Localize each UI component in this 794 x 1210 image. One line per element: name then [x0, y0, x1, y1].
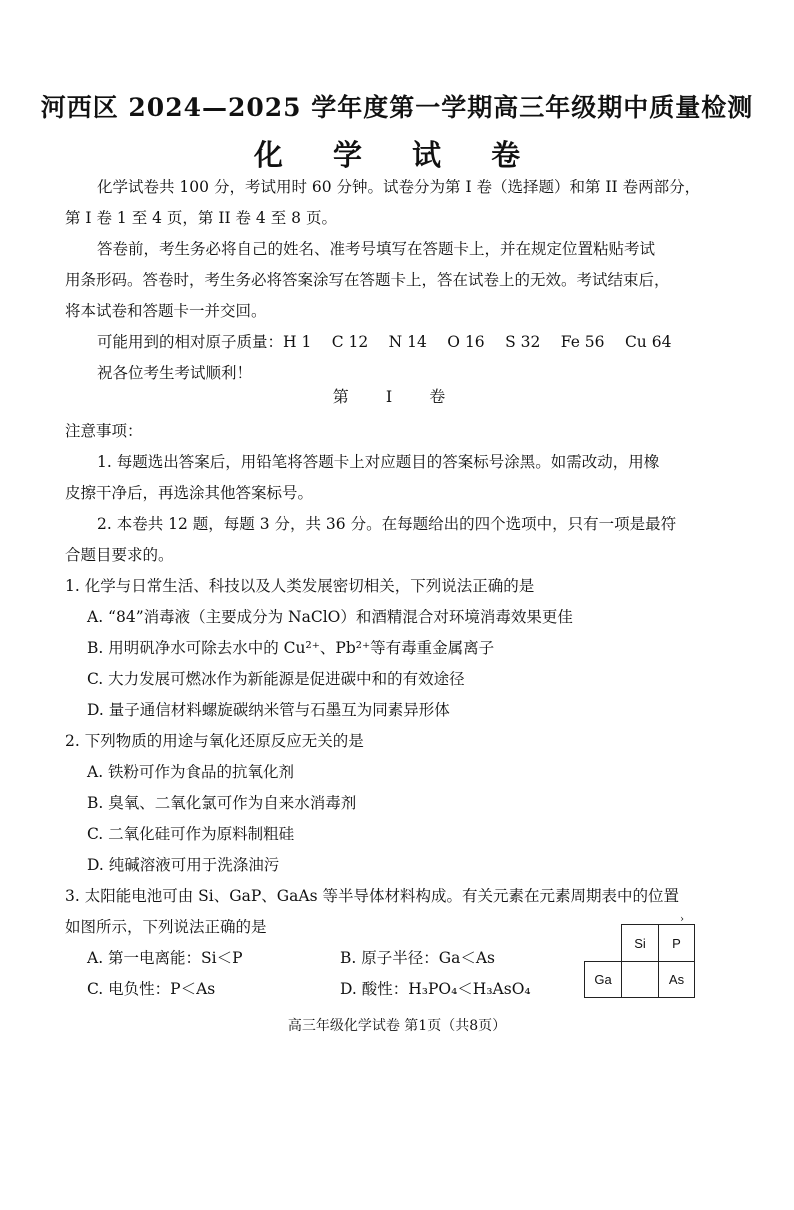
question-1-option-b: B. 用明矾净水可除去水中的 Cu²⁺、Pb²⁺等有毒重金属离子	[87, 639, 495, 657]
question-3-option-a: A. 第一电离能：Si＜P	[87, 949, 243, 967]
intro-section	[65, 172, 754, 389]
question-3-option-c: C. 电负性：P＜As	[87, 980, 216, 998]
note-1-line2: 皮擦干净后，再选涂其他答案标号。	[65, 484, 314, 502]
note-2-line1: 2. 本卷共 12 题，每题 3 分，共 36 分。在每题给出的四个选项中，只有一项是最符	[97, 515, 677, 533]
page-footer: 高三年级化学试卷 第1页（共8页）	[287, 1018, 507, 1034]
question-3-stem-line1: 3. 太阳能电池可由 Si、GaP、GaAs 等半导体材料构成。有关元素在元素周期表中的位置	[65, 887, 679, 905]
scan-mark: ›	[680, 914, 684, 925]
note-2-line2: 合题目要求的。	[65, 546, 174, 564]
exam-title: 河西区 2024—2025 学年度第一学期高三年级期中质量检测	[40, 93, 754, 122]
cell-ga: Ga	[584, 961, 622, 998]
intro-p1-line2: 第 I 卷 1 至 4 页，第 II 卷 4 至 8 页。	[65, 209, 337, 227]
good-luck-text: 祝各位考生考试顺利！	[97, 364, 253, 382]
intro-p2-line2: 用条形码。答卷时，考生务必将答案涂写在答题卡上，答在试卷上的无效。考试结束后，	[65, 271, 670, 289]
cell-si: Si	[621, 924, 659, 962]
notes-section	[65, 416, 754, 1005]
note-1-line1: 1. 每题选出答案后，用铅笔将答题卡上对应题目的答案标号涂黑。如需改动，用橡	[97, 453, 660, 471]
section-title: 第 I 卷	[332, 387, 462, 406]
question-2-stem: 2. 下列物质的用途与氧化还原反应无关的是	[65, 732, 364, 750]
cell-as: As	[658, 961, 695, 998]
intro-p1-line1: 化学试卷共 100 分，考试用时 60 分钟。试卷分为第 I 卷（选择题）和第 II 卷两部分，	[97, 178, 701, 196]
question-3-option-d: D. 酸性：H₃PO₄＜H₃AsO₄	[340, 980, 531, 998]
question-3-stem-line2: 如图所示，下列说法正确的是	[65, 918, 267, 936]
question-1-option-d: D. 量子通信材料螺旋碳纳米管与石墨互为同素异形体	[87, 701, 450, 719]
intro-p2-line1: 答卷前，考生务必将自己的姓名、准考号填写在答题卡上，并在规定位置粘贴考试	[97, 240, 656, 258]
question-2-option-c: C. 二氧化硅可作为原料制粗硅	[87, 825, 295, 843]
question-2-option-d: D. 纯碱溶液可用于洗涤油污	[87, 856, 280, 874]
periodic-table-fragment	[584, 924, 695, 998]
question-3-option-b: B. 原子半径：Ga＜As	[340, 949, 496, 967]
question-2-option-a: A. 铁粉可作为食品的抗氧化剂	[87, 763, 295, 781]
atomic-masses: 可能用到的相对原子质量：H 1 C 12 N 14 O 16 S 32 Fe 56 Cu 64	[97, 333, 672, 351]
question-1-option-a: A. “84”消毒液（主要成分为 NaClO）和酒精混合对环境消毒效果更佳	[87, 608, 573, 626]
notes-heading: 注意事项：	[65, 422, 143, 440]
cell-p: P	[658, 924, 695, 962]
exam-subject-title: 化 学 试 卷	[253, 138, 541, 172]
question-1-stem: 1. 化学与日常生活、科技以及人类发展密切相关，下列说法正确的是	[65, 577, 535, 595]
cell-empty	[621, 961, 659, 998]
question-2-option-b: B. 臭氧、二氧化氯可作为自来水消毒剂	[87, 794, 357, 812]
intro-p2-line3: 将本试卷和答题卡一并交回。	[65, 302, 267, 320]
question-1-option-c: C. 大力发展可燃冰作为新能源是促进碳中和的有效途径	[87, 670, 465, 688]
